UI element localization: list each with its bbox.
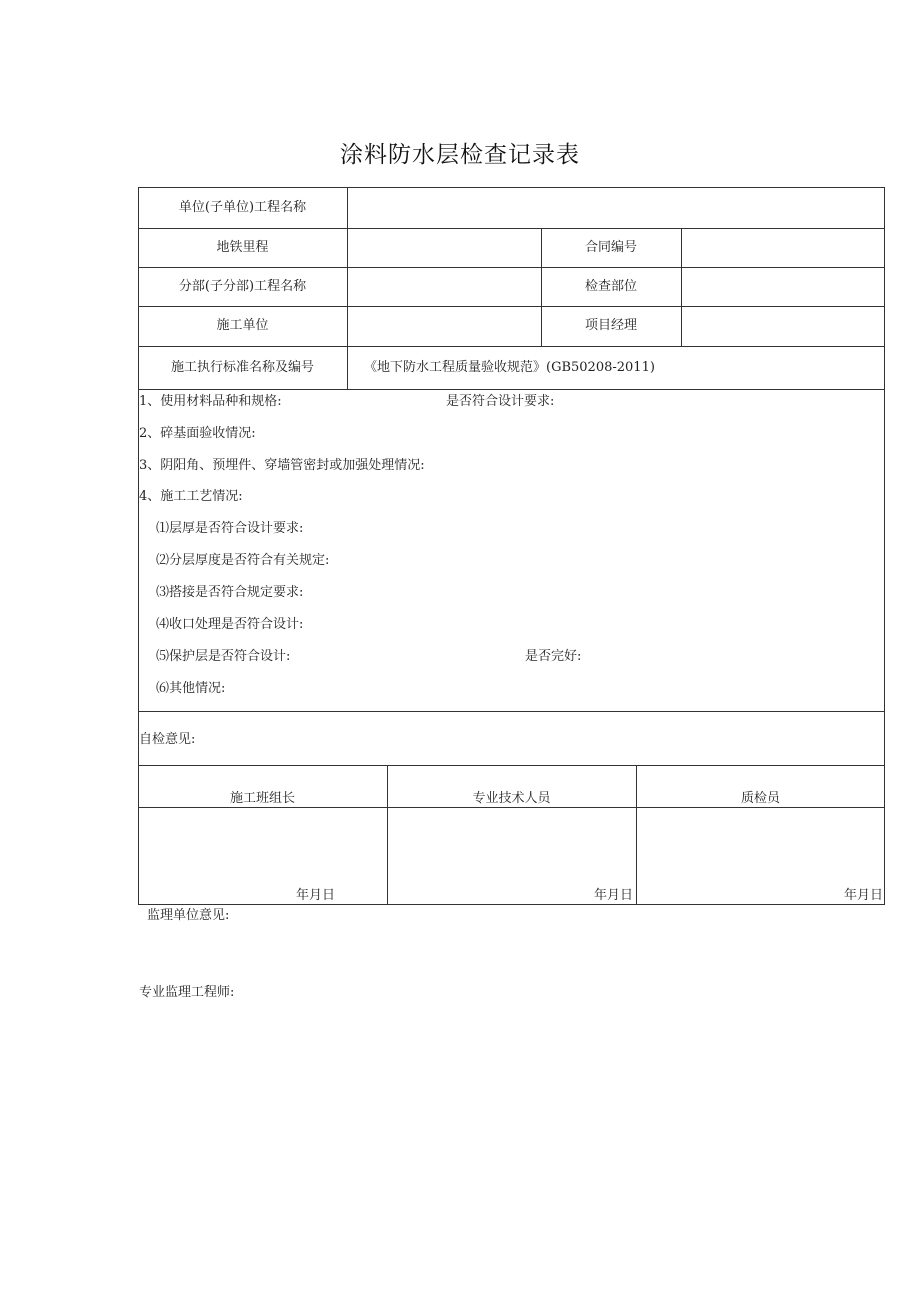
row-divider bbox=[138, 389, 885, 390]
column-divider bbox=[387, 765, 388, 905]
self-check-label: 自检意见: bbox=[139, 732, 196, 747]
check-sub-item-1: ⑴层厚是否符合设计要求: bbox=[156, 521, 304, 536]
construction-unit-label: 施工单位 bbox=[216, 318, 269, 333]
tech-staff-date: 年月日 bbox=[594, 888, 634, 903]
row-divider bbox=[138, 306, 885, 307]
check-item-1-design: 是否符合设计要求: bbox=[446, 394, 555, 409]
page-title: 涂料防水层检查记录表 bbox=[340, 142, 580, 168]
standard-value: 《地下防水工程质量验收规范》(GB50208-2011) bbox=[364, 360, 655, 375]
check-sub-item-5-intact: 是否完好: bbox=[525, 649, 582, 664]
inspector-label: 质检员 bbox=[740, 791, 780, 806]
supervision-opinion-label: 监理单位意见: bbox=[147, 908, 230, 923]
row-divider bbox=[138, 711, 885, 712]
team-leader-label: 施工班组长 bbox=[229, 791, 295, 806]
contract-no-label: 合同编号 bbox=[584, 240, 637, 255]
project-manager-label: 项目经理 bbox=[584, 318, 637, 333]
inspection-part-label: 检查部位 bbox=[584, 279, 637, 294]
subproject-name-label: 分部(子分部)工程名称 bbox=[178, 279, 307, 294]
check-sub-item-2: ⑵分层厚度是否符合有关规定: bbox=[156, 553, 330, 568]
check-sub-item-5: ⑸保护层是否符合设计: bbox=[156, 649, 291, 664]
row-divider bbox=[138, 228, 885, 229]
column-divider bbox=[347, 187, 348, 389]
supervision-engineer-label: 专业监理工程师: bbox=[139, 985, 235, 1000]
column-divider bbox=[636, 765, 637, 905]
project-name-label: 单位(子单位)工程名称 bbox=[178, 200, 307, 215]
row-divider bbox=[138, 267, 885, 268]
inspector-date: 年月日 bbox=[844, 888, 884, 903]
team-leader-date: 年月日 bbox=[296, 888, 336, 903]
row-divider bbox=[138, 346, 885, 347]
tech-staff-label: 专业技术人员 bbox=[472, 791, 551, 806]
row-divider bbox=[138, 807, 885, 808]
check-sub-item-3: ⑶搭接是否符合规定要求: bbox=[156, 585, 304, 600]
row-divider bbox=[138, 765, 885, 766]
check-item-2: 2、碎基面验收情况: bbox=[139, 426, 256, 441]
check-item-3: 3、阴阳角、预埋件、穿墙管密封或加强处理情况: bbox=[139, 458, 425, 473]
metro-mileage-label: 地铁里程 bbox=[216, 240, 269, 255]
check-item-4: 4、施工工艺情况: bbox=[139, 489, 243, 504]
check-sub-item-6: ⑹其他情况: bbox=[156, 681, 226, 696]
check-item-1: 1、使用材料品种和规格: bbox=[139, 394, 282, 409]
column-divider bbox=[681, 228, 682, 346]
check-sub-item-4: ⑷收口处理是否符合设计: bbox=[156, 617, 304, 632]
standard-label: 施工执行标准名称及编号 bbox=[170, 360, 314, 375]
